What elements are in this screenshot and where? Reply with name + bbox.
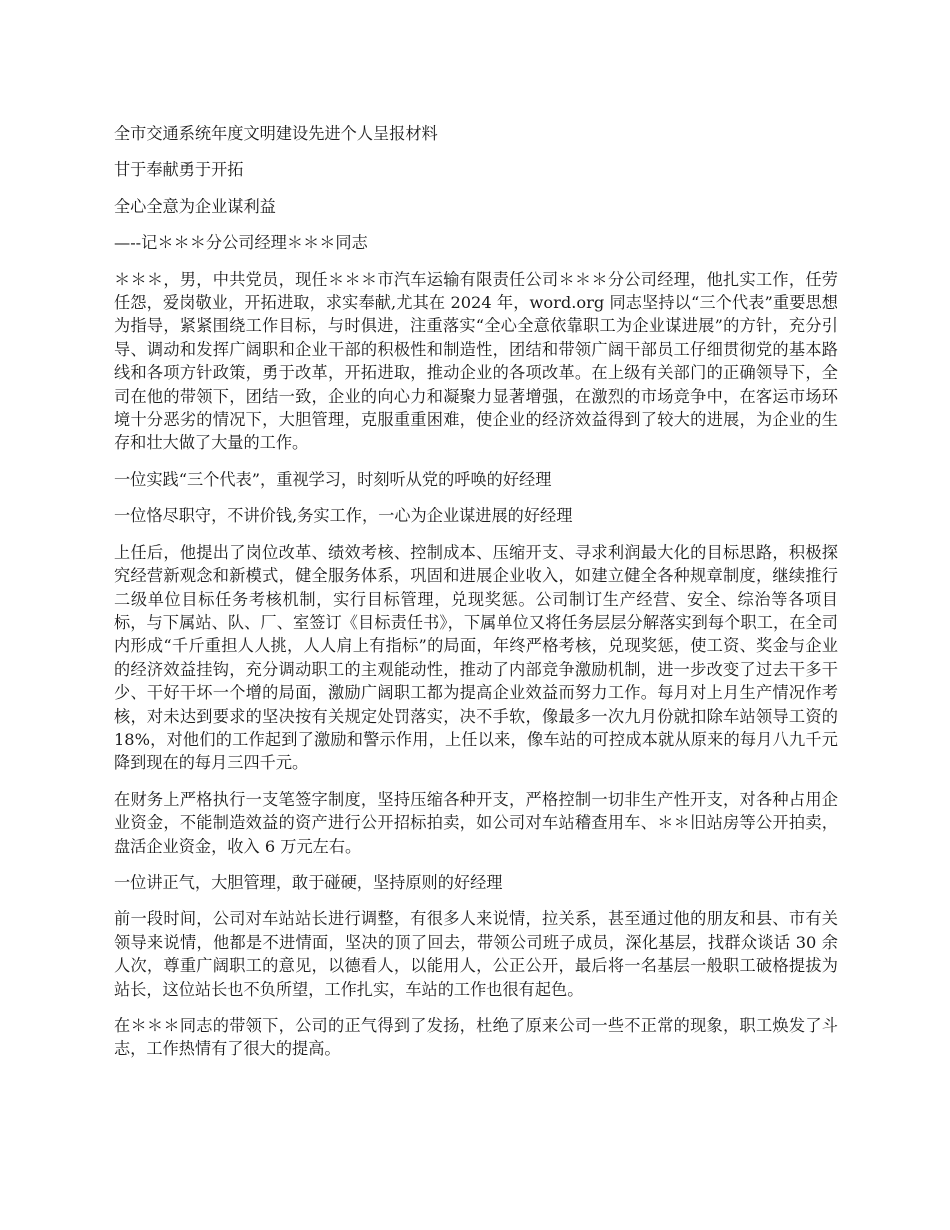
section-heading-3: 一位讲正气，大胆管理，敢于碰硬，坚持原则的好经理 xyxy=(114,872,503,892)
document-title: 全市交通系统年度文明建设先进个人呈报材料 xyxy=(114,124,438,143)
document-subtitle-2: 全心全意为企业谋利益 xyxy=(114,196,276,216)
document-page xyxy=(114,122,838,1074)
intro-paragraph: ＊＊＊，男，中共党员，现任＊＊＊市汽车运输有限责任公司＊＊＊分公司经理，他扎实工作，任劳任怨，爱岗敬业，开拓进取，求实奉献,尤其在 2024 年，word.org 同志坚持以“三个代表”重要思想为指导，紧紧围绕工作目标，与时俱进，注重落实“全心全意依靠职工为企业谋进展”的方针，充分引导、调动和发挥广阔职和企业干部的积极性和制造性，团结和带领广阔干部员工仔细贯彻党的基本路线和各项方针政策，勇于改革，开拓进取，推动企业的各项改革。在上级有关部门的正确领导下，全司在他的带领下，团结一致，企业的向心力和凝聚力显著增强，在激烈的市场竞争中，在客运市场环境十分恶劣的情况下，大胆管理，克服重重困难，使企业的经济效益得到了较大的进展，为企业的生存和壮大做了大量的工作。 xyxy=(114,269,838,453)
conclusion-paragraph: 在＊＊＊同志的带领下，公司的正气得到了发扬，杜绝了原来公司一些不正常的现象，职工焕发了斗志，工作热情有了很大的提高。 xyxy=(114,1016,838,1059)
finance-paragraph: 在财务上严格执行一支笔签字制度，坚持压缩各种开支，严格控制一切非生产性开支，对各种占用企业资金，不能制造效益的资产进行公开招标拍卖，如公司对车站稽查用车、＊＊旧站房等公开拍卖，盘活企业资金，收入 6 万元左右。 xyxy=(114,789,838,856)
document-byline: —--记＊＊＊分公司经理＊＊＊同志 xyxy=(114,233,368,253)
section-heading-2: 一位恪尽职守，不讲价钱,务实工作，一心为企业谋进展的好经理 xyxy=(114,506,573,526)
section-heading-1: 一位实践“三个代表”，重视学习，时刻听从党的呼唤的好经理 xyxy=(114,469,552,489)
personnel-paragraph: 前一段时间，公司对车站站长进行调整，有很多人来说情，拉关系，甚至通过他的朋友和县、市有关领导来说情，他都是不进情面，坚决的顶了回去，带领公司班子成员，深化基层，找群众谈话 30 余人次，尊重广阔职工的意见，以德看人，以能用人，公正公开，最后将一名基层一般职工破格提拔为站长，这位站长也不负所望，工作扎实，车站的工作也很有起色。 xyxy=(114,909,838,999)
reform-paragraph: 上任后，他提出了岗位改革、绩效考核、控制成本、压缩开支、寻求利润最大化的目标思路，积极探究经营新观念和新模式，健全服务体系，巩固和进展企业收入，如建立健全各种规章制度，继续推行二级单位目标任务考核机制，实行目标管理，兑现奖惩。公司制订生产经营、安全、综治等各项目标，与下属站、队、厂、室签订《目标责任书》，下属单位又将任务层层分解落实到每个职工，在全司内形成“千斤重担人人挑，人人肩上有指标”的局面，年终严格考核，兑现奖惩，使工资、奖金与企业的经济效益挂钩，充分调动职工的主观能动性，推动了内部竞争激励机制，进一步改变了过去干多干少、干好干坏一个增的局面，激励广阔职工都为提高企业效益而努力工作。每月对上月生产情况作考核，对未达到要求的坚决按有关规定处罚落实，决不手软，像最多一次九月份就扣除车站领导工资的 18%，对他们的工作起到了激励和警示作用，上任以来，像车站的可控成本就从原来的每月八九千元降到现在的每月三四千元。 xyxy=(114,542,838,773)
document-subtitle-1: 甘于奉献勇于开拓 xyxy=(114,160,244,180)
